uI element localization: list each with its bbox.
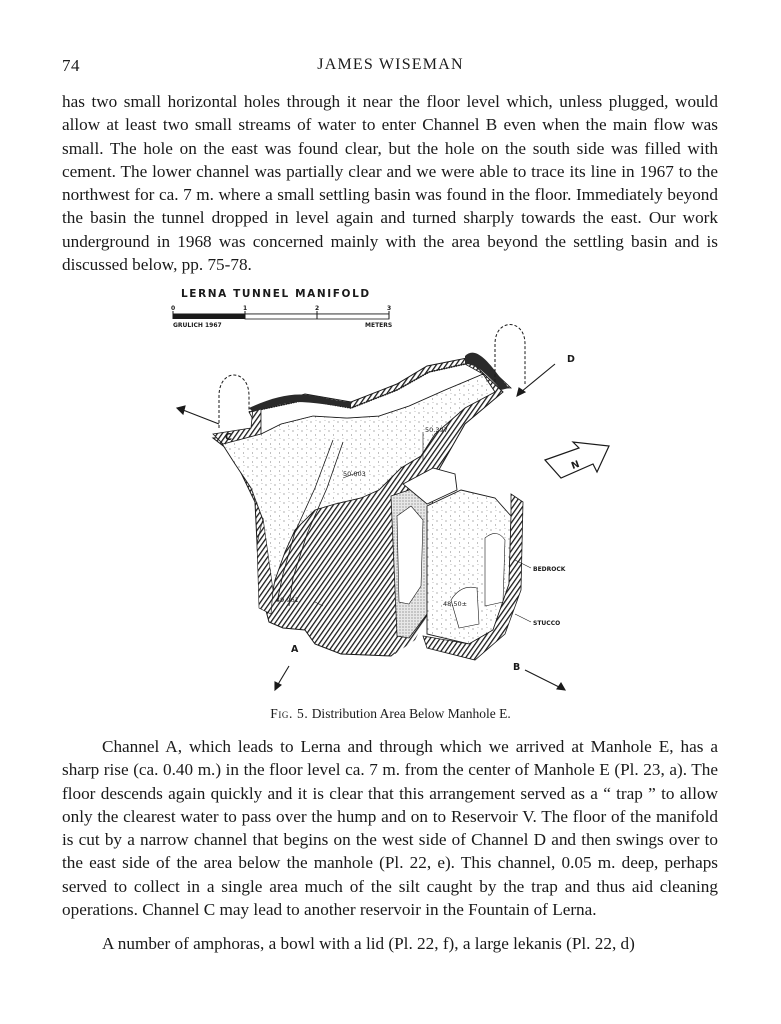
elevation-label: 50.397: [425, 426, 448, 434]
caption-figure-number: Fig. 5.: [270, 706, 309, 721]
figure-title: LERNA TUNNEL MANIFOLD: [181, 288, 371, 300]
north-arrow: [545, 442, 609, 478]
paragraph-2: Channel A, which leads to Lerna and through which we arrived at Manhole E, has a sharp rise (ca. 0.40 m.) in the floor level ca. 7 m. from the center of Manhole E (Pl. 23, a). The floor descends again quickly and it is clear that this arrangement served as a “ trap ” to allow only the clearest water to pass over the hump and on to Reservoir V. The floor of the manifold is cut by a narrow channel that begins on the west side of Channel D and then swings over to the east side of the area below the manhole (Pl. 22, e). This channel, 0.05 m. deep, perhaps served to collect in a single area much of the silt caught by the trap and thus aid cleaning operations. Channel C may lead to another reservoir in the Fountain of Lerna.: [62, 737, 718, 920]
figure-caption: [0, 706, 781, 722]
paragraph-1: has two small horizontal holes through it near the floor level which, unless plugged, would allow at least two small streams of water to enter Channel B even when the main flow was small. The hole on the east was found clear, but the hole on the south side was filled with cement. The lower channel was partially clear and we were able to trace its line in 1967 to the northwest for ca. 7 m. where a small settling basin was found in the floor. Immediately beyond the basin the tunnel dropped in level again and turned sharply towards the east. Our work underground in 1968 was concerned mainly with the area beyond the settling basin and is discussed below, pp. 75-78.: [62, 92, 718, 275]
scale-tick-0: 0: [171, 305, 176, 312]
channel-label-d: D: [567, 354, 575, 365]
scale-credit: GRULICH 1967: [173, 322, 222, 329]
stucco-label: STUCCO: [533, 620, 561, 627]
arrow-c: [177, 406, 219, 424]
arrow-b: [525, 670, 565, 690]
north-label: N: [569, 458, 582, 472]
elevation-label: 50.003: [343, 470, 366, 478]
page-number: 74: [62, 56, 80, 75]
bedrock-label: BEDROCK: [533, 566, 566, 573]
figure-lerna-manifold: [165, 284, 615, 694]
shaft-d: [495, 325, 525, 385]
scale-tick-2: 2: [315, 305, 320, 312]
running-head: JAMES WISEMAN: [317, 56, 464, 73]
shaft-c: [219, 375, 249, 428]
elevation-label: 48.50±: [443, 600, 468, 608]
scale-unit: METERS: [365, 322, 393, 329]
scale-tick-1: 1: [243, 305, 248, 312]
manifold-drawing: [165, 284, 615, 694]
arrow-a: [275, 666, 289, 690]
scale-tick-3: 3: [387, 305, 392, 312]
channel-label-b: B: [513, 662, 521, 673]
scale-bar: [171, 305, 392, 329]
paragraph-3: A number of amphoras, a bowl with a lid (Pl. 22, f), a large lekanis (Pl. 22, d): [102, 934, 635, 953]
elevation-label: 49.961: [276, 596, 299, 604]
caption-text: Distribution Area Below Manhole E.: [311, 706, 511, 721]
channel-label-c: C: [225, 432, 232, 443]
channel-label-a: A: [291, 644, 299, 655]
chamber-b: [391, 468, 511, 644]
arrow-d: [517, 364, 555, 396]
